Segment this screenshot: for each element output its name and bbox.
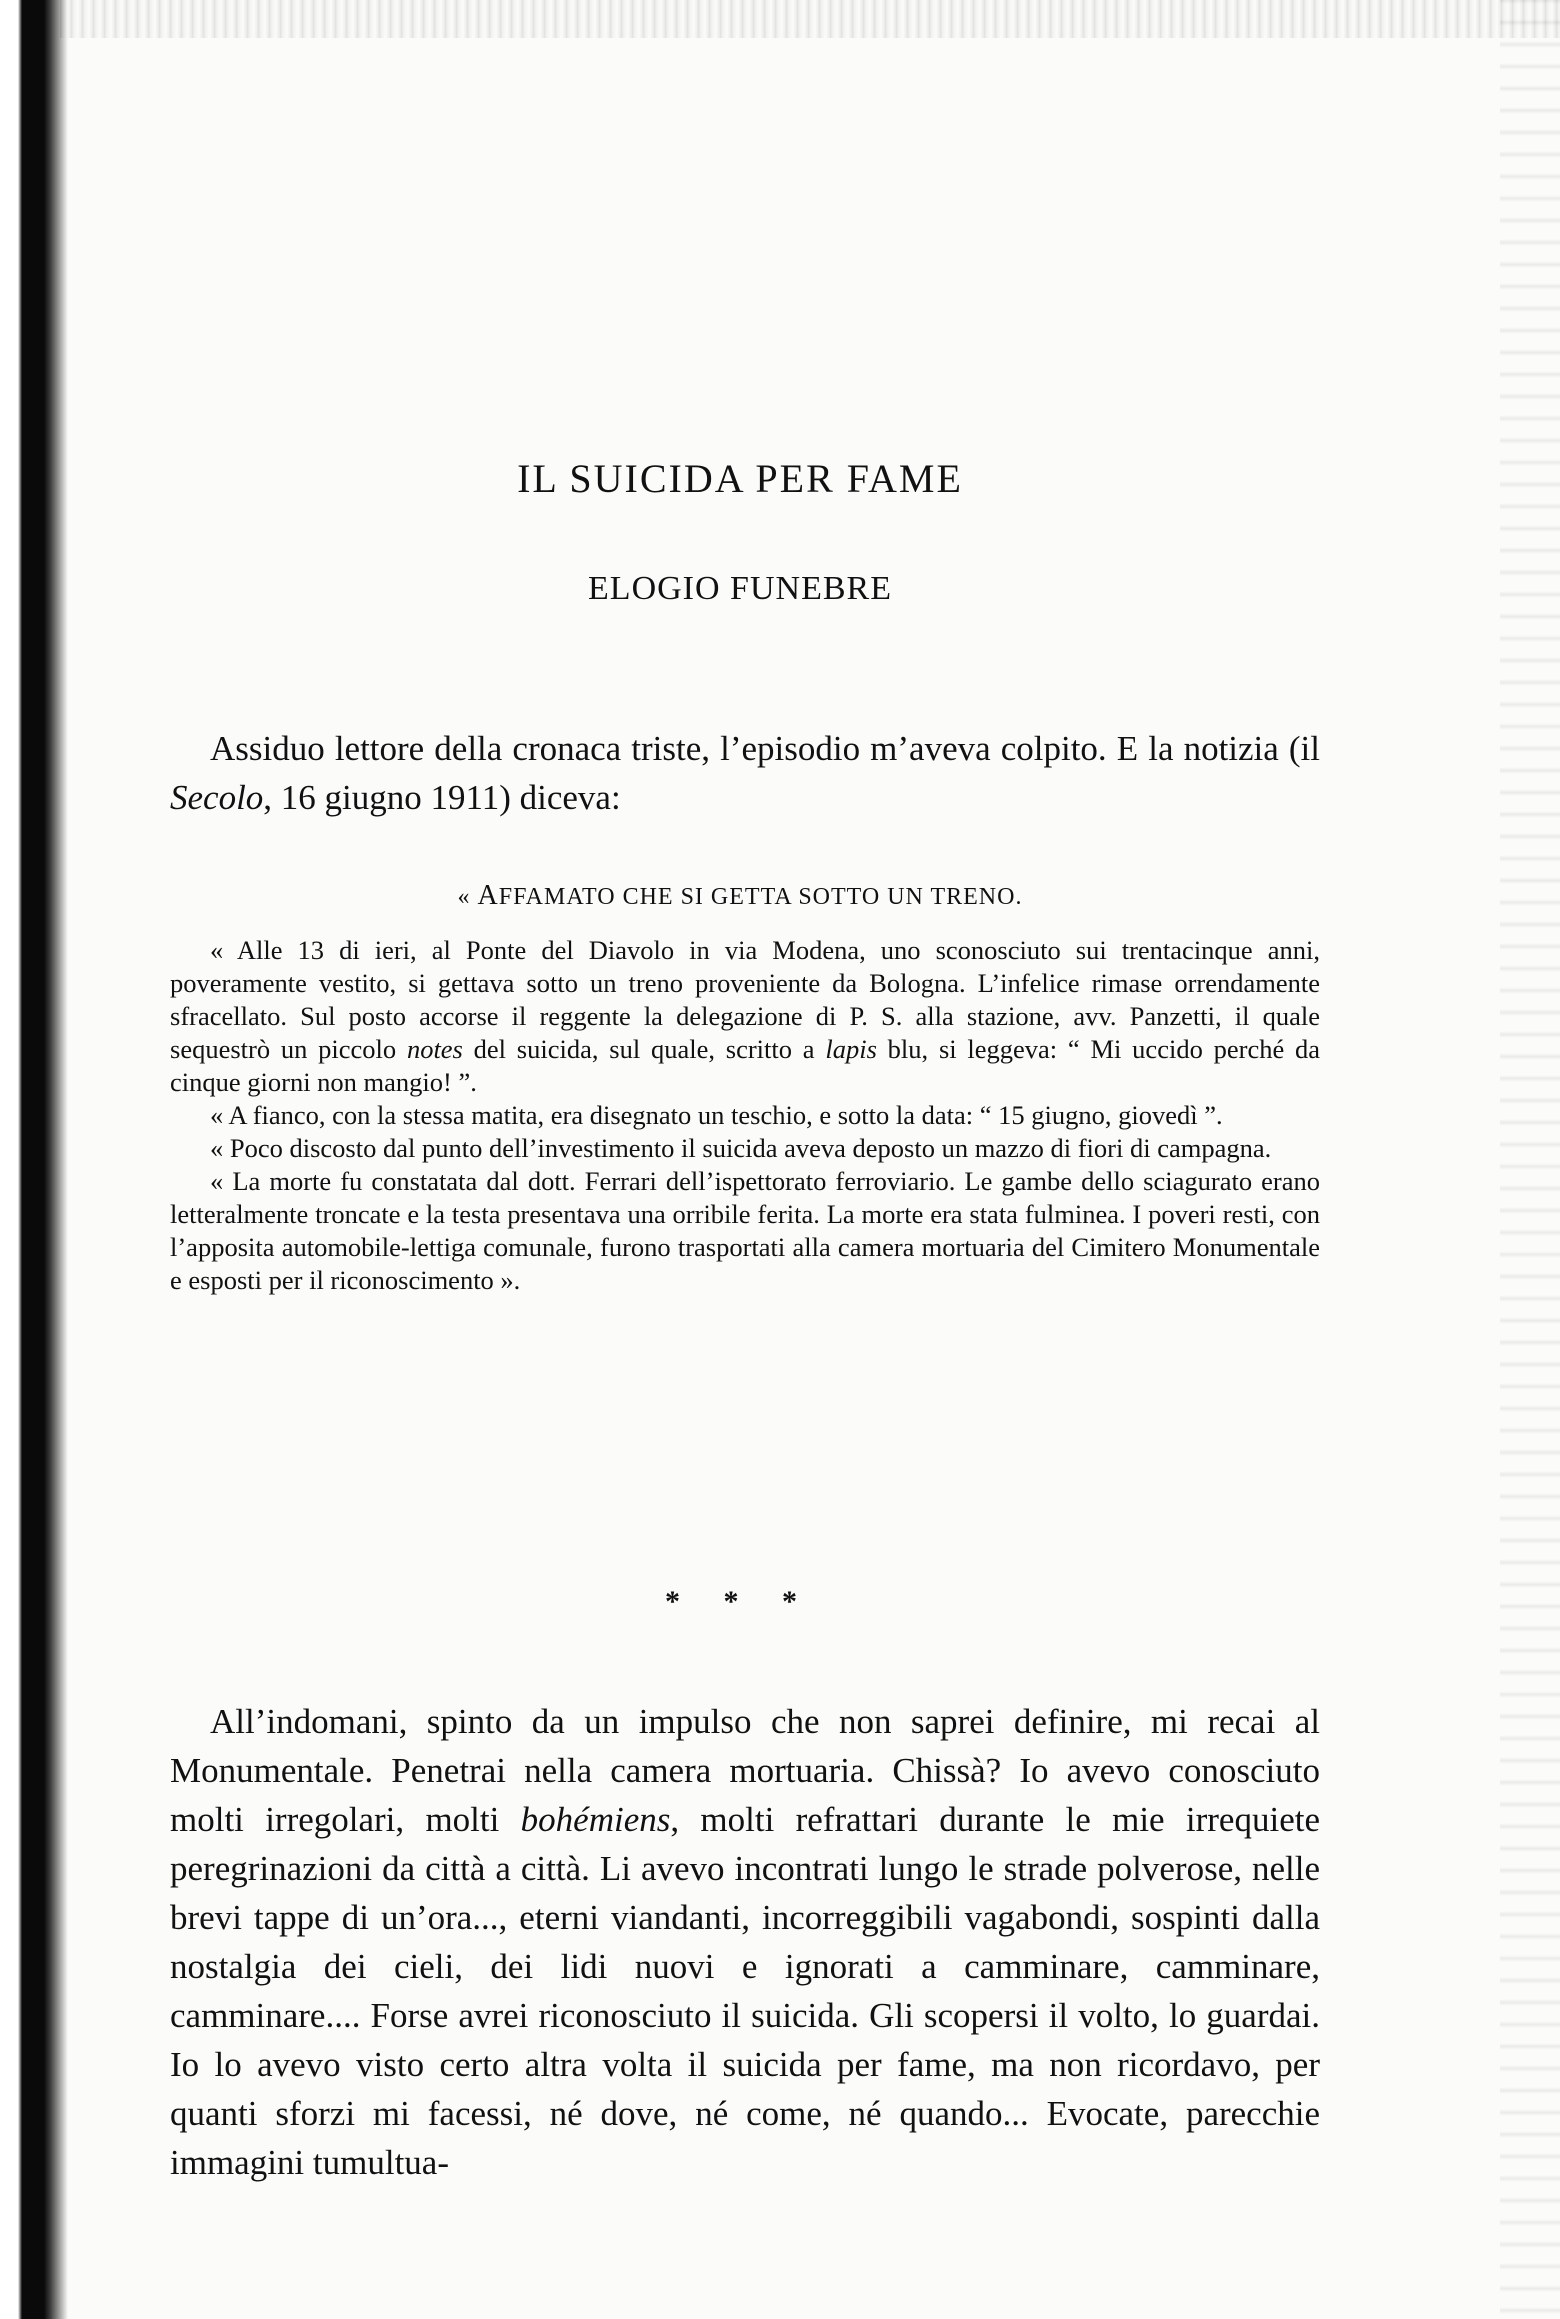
quote-paragraph-4: « La morte fu constatata dal dott. Ferrari dell’ispettorato ferroviario. Le gambe dello sciagurato erano letteralmente troncate e la testa presentava una orribile ferita. La morte era stata fulminea. I poveri resti, con l’apposita automobile-lettiga comunale, furono trasportati alla camera mortuaria del Cimitero Monumentale e esposti per il riconoscimento ». bbox=[170, 1166, 1320, 1295]
quote-p1-text-2: del suicida, sul quale, scritto a bbox=[462, 1034, 826, 1064]
quote-p1-italic-2: lapis bbox=[825, 1034, 877, 1064]
quote-p1-italic-1: notes bbox=[406, 1034, 463, 1064]
quote-paragraph-2: « A fianco, con la stessa matita, era disegnato un teschio, e sotto la data: “ 15 giugno, giovedì ”. bbox=[210, 1100, 1223, 1130]
body-text-2: , molti refrattari durante le mie irrequiete peregrinazioni da città a città. Li avevo incontrati lungo le strade polverose, nelle brevi tappe di un’ora..., eterni viandanti, incorreggibili vagabondi, sospinti dalla nostalgia dei cieli, dei lidi nuovi e ignorati a camminare, camminare, camminare.... Forse avrei riconosciuto il suicida. Gli scopersi il volto, lo guardai. Io lo avevo visto certo altra volta il suicida per fame, ma non ricordavo, per quanti sforzi mi facessi, né dove, né come, né quando... Evocate, parecchie immagini tumultua- bbox=[170, 1800, 1320, 2182]
body-paragraph bbox=[170, 1697, 1320, 2187]
quote-paragraph-3: « Poco discosto dal punto dell’investimento il suicida aveva deposto un mazzo di fiori di campagna. bbox=[210, 1133, 1272, 1163]
scan-noise-right bbox=[1500, 0, 1560, 2319]
intro-text-2: , 16 giugno 1911) diceva: bbox=[263, 778, 621, 817]
scan-noise-top bbox=[60, 0, 1560, 38]
intro-text-1: Assiduo lettore della cronaca triste, l’episodio m’aveva colpito. E la notizia (il bbox=[210, 729, 1320, 768]
quote-heading-open: « bbox=[457, 884, 478, 910]
section-separator: * * * bbox=[665, 1585, 815, 1618]
quote-heading-rest: FFAMATO CHE SI GETTA SOTTO UN TRENO. bbox=[498, 884, 1023, 910]
quote-p1-text-3: blu, si leggeva: “ Mi uccido perché da cinque giorni non mangio! ”. bbox=[170, 1034, 1321, 1097]
chapter-subtitle: ELOGIO FUNEBRE bbox=[588, 570, 892, 607]
intro-paragraph bbox=[170, 724, 1320, 822]
body-italic: bohémiens bbox=[520, 1800, 671, 1839]
body-text-1: All’indomani, spinto da un impulso che non saprei definire, mi recai al Monumentale. Penetrai nella camera mortuaria. Chissà? Io avevo conosciuto molti irregolari, molti bbox=[170, 1702, 1320, 1839]
newspaper-quote bbox=[170, 934, 1320, 1297]
chapter-title: IL SUICIDA PER FAME bbox=[517, 456, 963, 501]
quote-heading-initial: A bbox=[477, 880, 499, 911]
quote-paragraph-1 bbox=[170, 934, 1320, 1099]
binding-edge bbox=[0, 0, 68, 2319]
quote-heading bbox=[0, 880, 1480, 912]
quote-p1-text-1: « Alle 13 di ieri, al Ponte del Diavolo in via Modena, uno sconosciuto sui trentacinque anni, poveramente vestito, si gettava sotto un treno proveniente da Bologna. L’infelice rimase orrendamente sfracellato. Sul posto accorse il reggente la delegazione di P. S. alla stazione, avv. Panzetti, il quale sequestrò un piccolo bbox=[170, 935, 1320, 1064]
newspaper-name: Secolo bbox=[170, 778, 264, 817]
